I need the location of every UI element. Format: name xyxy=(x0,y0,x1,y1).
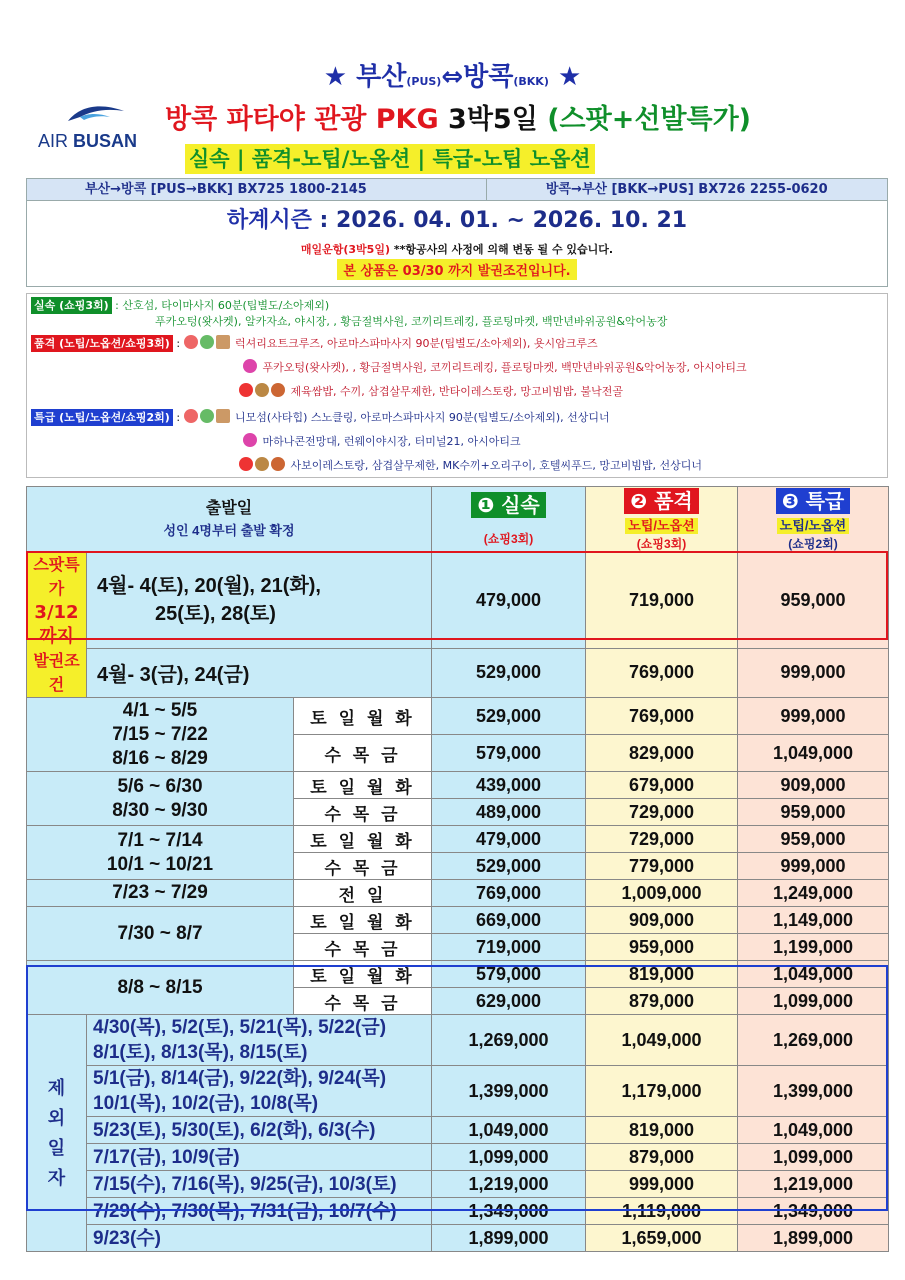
weekday-cell: 전 일 xyxy=(294,880,432,907)
weekday-cell: 토 일 월 화 xyxy=(294,907,432,934)
price-teukgeup: 999,000 xyxy=(738,698,889,735)
weekday-cell: 토 일 월 화 xyxy=(294,698,432,735)
route-title: ★ 부산(PUS)⇔방콕(BKK) ★ xyxy=(323,62,582,92)
meal-icon xyxy=(239,457,253,471)
price-teukgeup: 1,349,000 xyxy=(738,1198,889,1225)
table-row xyxy=(27,698,889,735)
spot-dates: 4월- 3(금), 24(금) xyxy=(87,648,432,697)
price-pumgyeok: 729,000 xyxy=(586,799,738,826)
air-busan-logo: AIR BUSAN xyxy=(38,115,148,165)
itin-pumgyeok-1: 품격 (노팁/노옵션/쇼핑3회) : 럭셔리요트크루즈, 아로마스파마사지 90분(팁별도/소아제외), 욧시암크루즈 xyxy=(31,332,598,355)
teukgeup-header: ❸ 특급 노팁/노옵션 (쇼핑2회) xyxy=(738,487,889,553)
ship-icon xyxy=(216,409,230,423)
itin-pumgyeok-2: 푸카오텅(왓사켓), , 황금절벽사원, 코끼리트레킹, 플로팅마켓, 백만년바위공원&악어농장, 아시아티크 xyxy=(243,356,747,379)
meal-icon xyxy=(239,383,253,397)
season-note: 매일운항(3박5일) **항공사의 사정에 의해 변동 될 수 있습니다. xyxy=(300,243,614,256)
weekday-cell: 수 목 금 xyxy=(294,934,432,961)
price-silsok: 439,000 xyxy=(432,772,586,799)
table-row xyxy=(27,961,889,988)
excluded-dates: 5/1(금), 8/14(금), 9/22(화), 9/24(목) 10/1(목), 10/2(금), 10/8(목) xyxy=(87,1066,432,1117)
period-range: 4/1 ~ 5/5 7/15 ~ 7/22 8/16 ~ 8/29 xyxy=(27,698,294,772)
price-teukgeup: 1,199,000 xyxy=(738,934,889,961)
price-pumgyeok: 729,000 xyxy=(586,826,738,853)
price-pumgyeok: 1,049,000 xyxy=(586,1015,738,1066)
price-silsok: 769,000 xyxy=(432,880,586,907)
table-row xyxy=(27,772,889,799)
weekday-cell: 수 목 금 xyxy=(294,735,432,772)
itin-teukgeup-2: 마하나콘전망대, 런웨이야시장, 터미널21, 아시아티크 xyxy=(243,430,521,453)
excluded-dates: 9/23(수) xyxy=(87,1225,432,1252)
tour-icon xyxy=(184,335,198,349)
star-icon: ★ xyxy=(557,62,582,92)
price-teukgeup: 1,219,000 xyxy=(738,1171,889,1198)
star-icon: ★ xyxy=(323,62,348,92)
ticket-condition: 본 상품은 03/30 까지 발권조건입니다. xyxy=(337,259,576,280)
table-row: 4월- 3(금), 24(금) 529,000 769,000 999,000 xyxy=(27,648,889,697)
sightseeing-icon xyxy=(243,433,257,447)
price-pumgyeok: 1,119,000 xyxy=(586,1198,738,1225)
price-pumgyeok: 1,179,000 xyxy=(586,1066,738,1117)
price-teukgeup: 959,000 xyxy=(738,799,889,826)
price-silsok: 1,219,000 xyxy=(432,1171,586,1198)
price-pumgyeok: 999,000 xyxy=(586,1171,738,1198)
price-silsok: 1,899,000 xyxy=(432,1225,586,1252)
period-range: 7/23 ~ 7/29 xyxy=(27,880,294,907)
weekday-cell: 수 목 금 xyxy=(294,853,432,880)
weekday-cell: 토 일 월 화 xyxy=(294,826,432,853)
price-silsok: 669,000 xyxy=(432,907,586,934)
massage-icon xyxy=(200,409,214,423)
noodle-icon xyxy=(255,457,269,471)
table-row xyxy=(27,1117,889,1144)
price-silsok: 529,000 xyxy=(432,698,586,735)
price-silsok: 579,000 xyxy=(432,735,586,772)
price-silsok: 1,269,000 xyxy=(432,1015,586,1066)
period-range: 5/6 ~ 6/30 8/30 ~ 9/30 xyxy=(27,772,294,826)
period-range: 8/8 ~ 8/15 xyxy=(27,961,294,1015)
price-pumgyeok: 819,000 xyxy=(586,1117,738,1144)
table-row xyxy=(27,826,889,853)
table-row xyxy=(27,1198,889,1225)
flight-info xyxy=(26,178,888,201)
excluded-rows xyxy=(27,1015,889,1252)
table-row xyxy=(27,1144,889,1171)
price-pumgyeok: 769,000 xyxy=(586,698,738,735)
price-teukgeup: 959,000 xyxy=(738,826,889,853)
pumgyeok-header: ❷ 품격 노팁/노옵션 (쇼핑3회) xyxy=(586,487,738,553)
price-silsok: 1,349,000 xyxy=(432,1198,586,1225)
price-pumgyeok: 1,009,000 xyxy=(586,880,738,907)
period-range: 7/1 ~ 7/14 10/1 ~ 10/21 xyxy=(27,826,294,880)
massage-icon xyxy=(200,335,214,349)
price-teukgeup: 1,099,000 xyxy=(738,1144,889,1171)
table-row xyxy=(27,1225,889,1252)
price-silsok: 719,000 xyxy=(432,934,586,961)
price-pumgyeok: 1,659,000 xyxy=(586,1225,738,1252)
price-teukgeup: 1,899,000 xyxy=(738,1225,889,1252)
outbound-flight: 부산→방콕 [PUS→BKK] BX725 1800-2145 xyxy=(27,179,487,200)
itin-teukgeup-3: 사보이레스토랑, 삼겹살무제한, MK수끼+오리구이, 호텔씨푸드, 망고비빔밥, 선상디너 xyxy=(239,454,702,477)
price-pumgyeok: 879,000 xyxy=(586,1144,738,1171)
table-row: 스팟특가 3/12까지 발권조건 4월- 4(토), 20(월), 21(화), 25(토), 28(토) 479,000 719,000 959,000 xyxy=(27,553,889,649)
tour-icon xyxy=(184,409,198,423)
price-pumgyeok: 959,000 xyxy=(586,934,738,961)
silsok-header: ❶ 실속 (쇼핑3회) xyxy=(432,487,586,553)
price-pumgyeok: 679,000 xyxy=(586,772,738,799)
excluded-dates: 4/30(목), 5/2(토), 5/21(목), 5/22(금) 8/1(토), 8/13(목), 8/15(토) xyxy=(87,1015,432,1066)
weekday-cell: 수 목 금 xyxy=(294,799,432,826)
price-teukgeup: 1,399,000 xyxy=(738,1066,889,1117)
inbound-flight: 방콕→부산 [BKK→PUS] BX726 2255-0620 xyxy=(545,182,828,197)
excluded-dates-label: 제 외 일 자 xyxy=(27,1015,87,1252)
price-pumgyeok: 819,000 xyxy=(586,961,738,988)
package-title: 방콕 파타야 관광 PKG 3박5일 (스팟+선발특가) xyxy=(165,104,751,135)
table-header xyxy=(27,487,889,553)
price-silsok: 529,000 xyxy=(432,853,586,880)
meat-icon xyxy=(271,457,285,471)
price-silsok: 629,000 xyxy=(432,988,586,1015)
season-box xyxy=(26,201,888,287)
price-teukgeup: 1,049,000 xyxy=(738,1117,889,1144)
price-silsok: 1,099,000 xyxy=(432,1144,586,1171)
price-silsok: 579,000 xyxy=(432,961,586,988)
price-teukgeup: 1,099,000 xyxy=(738,988,889,1015)
itin-pumgyeok-3: 제육쌈밥, 수끼, 삼겹살무제한, 반타이레스토랑, 망고비빔밥, 불낙전골 xyxy=(239,380,623,403)
itin-teukgeup-1: 특급 (노팁/노옵션/쇼핑2회) : 니모섬(사타힙) 스노클링, 아로마스파마사지 90분(팁별도/소아제외), 선상디너 xyxy=(31,406,610,429)
price-pumgyeok: 909,000 xyxy=(586,907,738,934)
price-silsok: 1,049,000 xyxy=(432,1117,586,1144)
excluded-dates: 7/29(수), 7/30(목), 7/31(금), 10/7(수) xyxy=(87,1198,432,1225)
itin-silsok-2: 푸카오텅(왓사켓), 알카자쇼, 야시장, , 황금절벽사원, 코끼리트레킹, 플로팅마켓, 백만년바위공원&악어농장 xyxy=(155,315,668,328)
price-pumgyeok: 779,000 xyxy=(586,853,738,880)
spot-special-label: 스팟특가 3/12까지 발권조건 xyxy=(27,553,87,698)
bird-icon xyxy=(66,103,126,125)
price-pumgyeok: 829,000 xyxy=(586,735,738,772)
weekday-cell: 토 일 월 화 xyxy=(294,961,432,988)
bidirectional-arrow-icon: ⇔ xyxy=(441,62,464,92)
package-subtitle: 실속 | 품격-노팁/노옵션 | 특급-노팁 노옵션 xyxy=(185,144,595,174)
table-row xyxy=(27,1015,889,1066)
excluded-dates: 7/15(수), 7/16(목), 9/25(금), 10/3(토) xyxy=(87,1171,432,1198)
price-silsok: 489,000 xyxy=(432,799,586,826)
table-row xyxy=(27,907,889,934)
price-teukgeup: 1,149,000 xyxy=(738,907,889,934)
departure-header: 출발일 성인 4명부터 출발 확정 xyxy=(27,487,432,553)
excluded-dates: 5/23(토), 5/30(토), 6/2(화), 6/3(수) xyxy=(87,1117,432,1144)
price-pumgyeok: 879,000 xyxy=(586,988,738,1015)
price-silsok: 479,000 xyxy=(432,826,586,853)
weekday-cell: 토 일 월 화 xyxy=(294,772,432,799)
table-row xyxy=(27,1171,889,1198)
spot-dates: 4월- 4(토), 20(월), 21(화), 25(토), 28(토) xyxy=(87,553,432,649)
sightseeing-icon xyxy=(243,359,257,373)
table-row xyxy=(27,1066,889,1117)
period-range: 7/30 ~ 8/7 xyxy=(27,907,294,961)
ship-icon xyxy=(216,335,230,349)
season-title: 하계시즌 : 2026. 04. 01. ~ 2026. 10. 21 xyxy=(226,208,688,233)
price-teukgeup: 1,049,000 xyxy=(738,961,889,988)
price-teukgeup: 1,249,000 xyxy=(738,880,889,907)
price-teukgeup: 909,000 xyxy=(738,772,889,799)
weekday-cell: 수 목 금 xyxy=(294,988,432,1015)
table-row xyxy=(27,880,889,907)
excluded-dates: 7/17(금), 10/9(금) xyxy=(87,1144,432,1171)
price-table xyxy=(26,486,889,1252)
price-teukgeup: 1,049,000 xyxy=(738,735,889,772)
header xyxy=(0,0,905,180)
price-silsok: 1,399,000 xyxy=(432,1066,586,1117)
noodle-icon xyxy=(255,383,269,397)
meat-icon xyxy=(271,383,285,397)
price-teukgeup: 1,269,000 xyxy=(738,1015,889,1066)
itinerary-box xyxy=(26,293,888,478)
price-teukgeup: 999,000 xyxy=(738,853,889,880)
itin-silsok-1: 실속 (쇼핑3회) : 산호섬, 타이마사지 60분(팁별도/소아제외) xyxy=(31,294,329,317)
period-rows xyxy=(27,698,889,1015)
